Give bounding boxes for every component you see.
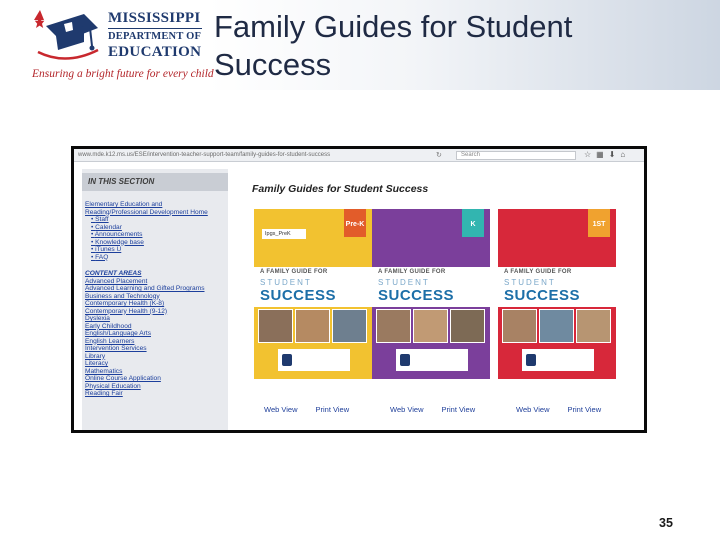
logo-rule [108, 28, 202, 29]
family-photo [376, 309, 411, 343]
grade-tab: 1ST [588, 209, 610, 237]
cover-mde-logo [522, 349, 594, 371]
content-areas-heading: CONTENT AREAS [85, 270, 142, 277]
slide-header [0, 0, 720, 90]
print-view-link[interactable]: Print View [567, 405, 602, 414]
cover-title-band [498, 267, 616, 307]
logo-text-line1: MISSISSIPPI [108, 10, 201, 26]
sidebar-home-link-line2[interactable]: Reading/Professional Development Home [85, 208, 208, 216]
cover-success-word: SUCCESS [378, 287, 455, 304]
sidebar-item-staff[interactable]: • Staff [85, 216, 227, 224]
cover-photos [376, 309, 486, 343]
section-header-label: IN THIS SECTION [88, 177, 155, 186]
guide-cover-1st[interactable] [498, 209, 616, 379]
grade-tab: K [462, 209, 484, 237]
content-area-link[interactable]: Advanced Placement [85, 277, 148, 285]
content-area-link[interactable]: Business and Technology [85, 292, 160, 300]
guide-cover-k[interactable] [372, 209, 490, 379]
guide-links-1st [516, 405, 619, 414]
web-view-link[interactable]: Web View [390, 405, 424, 414]
browser-address-bar[interactable] [74, 149, 644, 162]
webpage-content [74, 149, 644, 430]
content-area-link[interactable]: English/Language Arts [85, 330, 151, 337]
sidebar [82, 169, 228, 430]
sidebar-item-faq[interactable]: • FAQ [85, 254, 227, 262]
family-photo [332, 309, 367, 343]
cover-photos [258, 309, 368, 343]
content-area-link[interactable]: Literacy [85, 360, 109, 367]
guide-cover-prek[interactable] [254, 209, 372, 379]
section-header [82, 173, 228, 191]
browser-search-input[interactable] [456, 151, 576, 160]
page-number: 35 [659, 516, 673, 530]
logo-text-line2: DEPARTMENT OF [108, 31, 202, 42]
cover-guide-label: A FAMILY GUIDE FOR [504, 269, 572, 275]
content-area-link[interactable]: Advanced Learning and Gifted Programs [85, 285, 205, 292]
search-placeholder: Search [461, 152, 481, 158]
content-area-link[interactable]: Physical Education [85, 382, 141, 390]
print-view-link[interactable]: Print View [315, 405, 350, 414]
sidebar-home-link-line1[interactable]: Elementary Education and [85, 201, 163, 208]
family-photo [502, 309, 537, 343]
content-area-link[interactable]: Reading Fair [85, 390, 123, 397]
family-photo [258, 309, 293, 343]
sidebar-item-itunes-u[interactable]: • iTunes U [85, 246, 227, 254]
family-photo [413, 309, 448, 343]
sidebar-list [85, 201, 227, 398]
cover-success-word: SUCCESS [260, 287, 337, 304]
content-area-link[interactable]: Early Childhood [85, 322, 132, 330]
cover-success-word: SUCCESS [504, 287, 581, 304]
cover-file-tag: Ipgs_PreK [262, 229, 306, 239]
browser-toolbar-icons[interactable]: ☆▦⬇⌂ [584, 150, 631, 159]
family-photo [539, 309, 574, 343]
graduation-cap-map-icon [32, 6, 100, 66]
cover-mde-logo [278, 349, 350, 371]
content-area-link[interactable]: Dyslexia [85, 315, 110, 322]
guide-links-prek [264, 405, 367, 414]
cover-guide-label: A FAMILY GUIDE FOR [260, 269, 328, 275]
content-area-link[interactable]: Contemporary Health (9-12) [85, 307, 168, 315]
print-view-link[interactable]: Print View [441, 405, 476, 414]
sidebar-item-calendar[interactable]: • Calendar [85, 224, 227, 232]
cover-student-word: STUDENT [260, 278, 312, 287]
content-area-link[interactable]: English Learners [85, 337, 135, 345]
url-text[interactable]: www.mde.k12.ms.us/ESE/intervention-teacher-support-team/family-guides-for-student-success [78, 152, 331, 158]
content-area-link[interactable]: Online Course Application [85, 375, 161, 382]
guide-links-k [390, 405, 493, 414]
webpage-screenshot [71, 146, 647, 433]
cover-mde-logo [396, 349, 468, 371]
family-photo [295, 309, 330, 343]
refresh-icon[interactable]: ↻ [436, 152, 442, 159]
sidebar-item-announcements[interactable]: • Announcements [85, 231, 227, 239]
cover-photos [502, 309, 612, 343]
cover-guide-label: A FAMILY GUIDE FOR [378, 269, 446, 275]
page-title: Family Guides for Student Success [252, 183, 429, 195]
sidebar-item-knowledge-base[interactable]: • Knowledge base [85, 239, 227, 247]
slide-title: Family Guides for Student Success [214, 9, 573, 82]
content-area-link[interactable]: Mathematics [85, 367, 123, 375]
cover-student-word: STUDENT [378, 278, 430, 287]
cover-title-band [254, 267, 372, 307]
web-view-link[interactable]: Web View [264, 405, 298, 414]
logo-text-line3: EDUCATION [108, 44, 202, 60]
mde-logo [0, 0, 214, 90]
content-area-link[interactable]: Contemporary Health (K-8) [85, 300, 165, 307]
family-photo [450, 309, 485, 343]
content-area-link[interactable]: Library [85, 352, 106, 360]
cover-student-word: STUDENT [504, 278, 556, 287]
cover-title-band [372, 267, 490, 307]
grade-tab: Pre-K [344, 209, 366, 237]
family-photo [576, 309, 611, 343]
web-view-link[interactable]: Web View [516, 405, 550, 414]
content-area-link[interactable]: Intervention Services [85, 345, 147, 352]
logo-tagline: Ensuring a bright future for every child [32, 68, 214, 80]
